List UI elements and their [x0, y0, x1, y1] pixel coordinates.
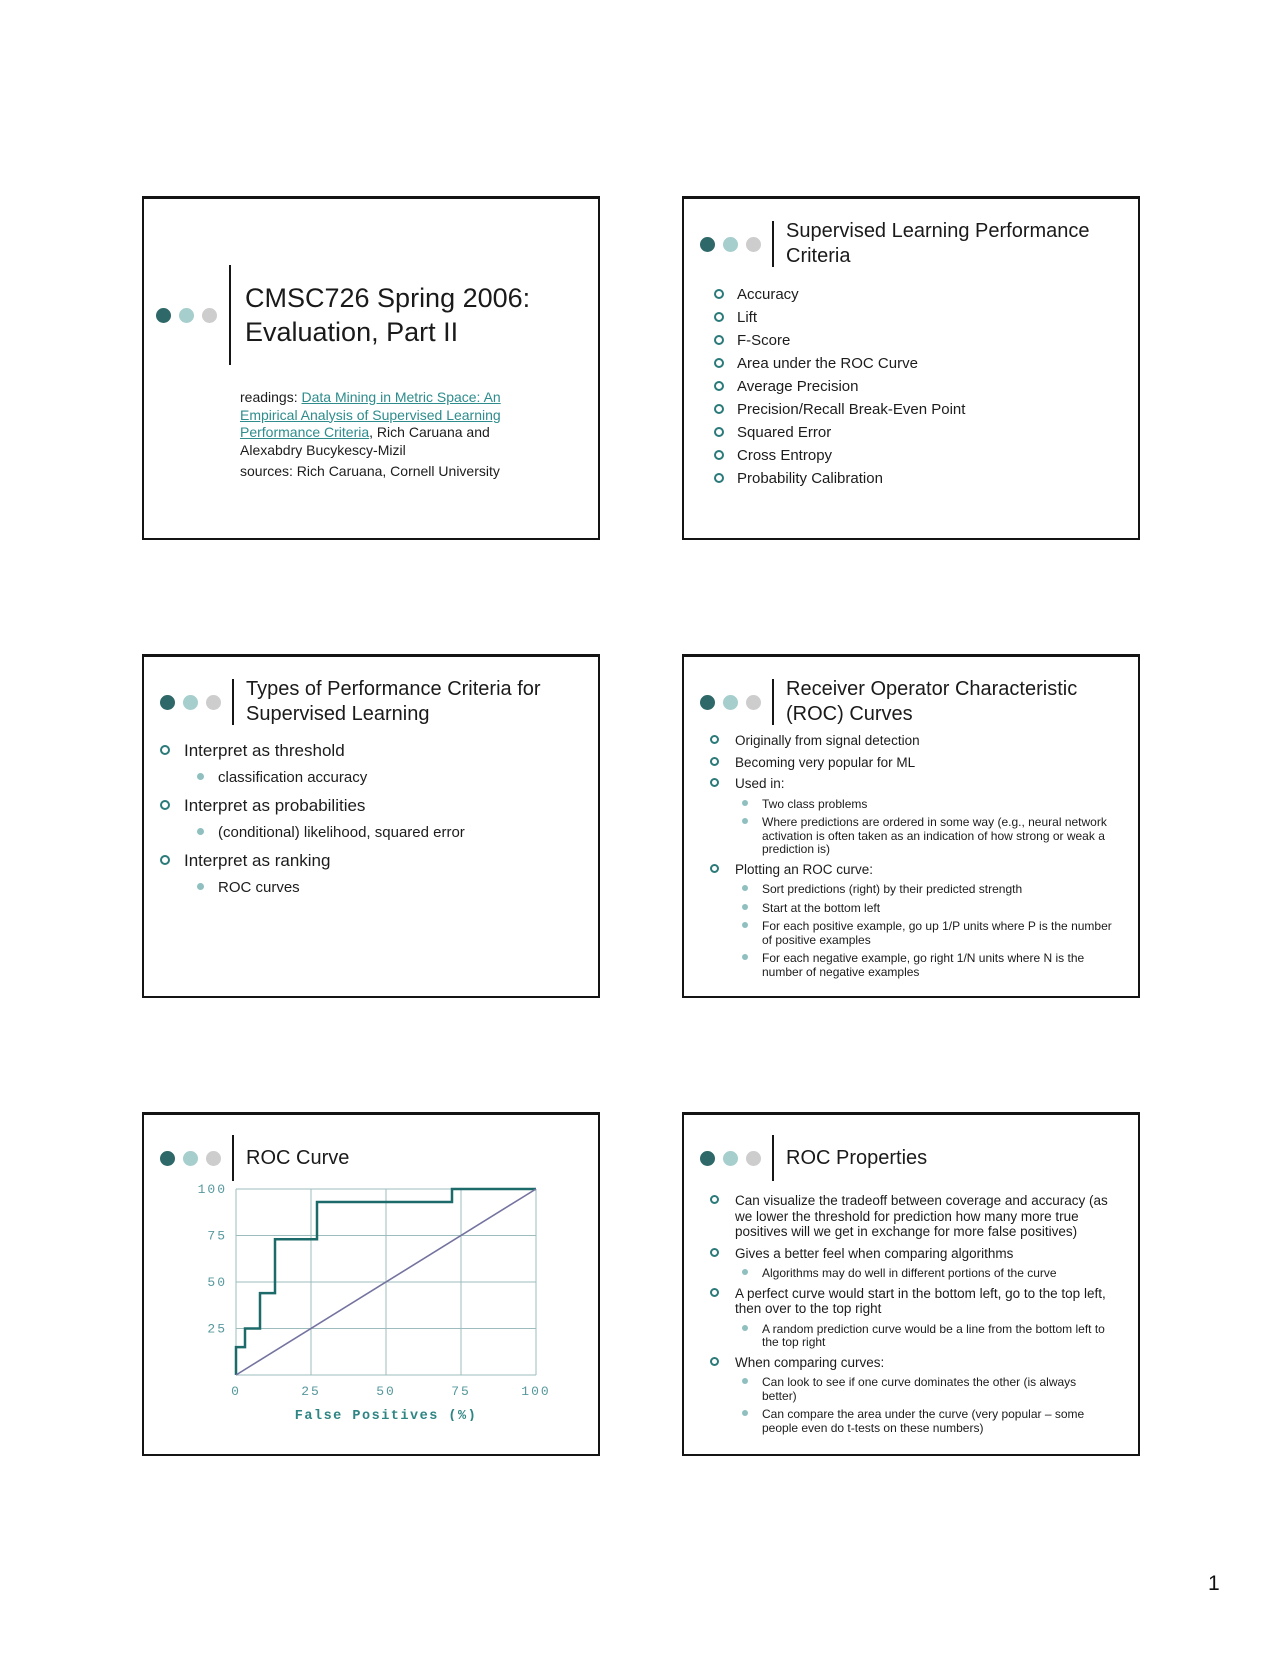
bullet-text: Accuracy	[737, 286, 799, 303]
bullet-text: ROC curves	[218, 879, 300, 896]
list-item	[160, 851, 598, 870]
slide-dots	[700, 1151, 761, 1166]
list-item	[714, 356, 1138, 371]
dot-bullet-icon	[742, 818, 748, 824]
bullet-text: Gives a better feel when comparing algorithms	[735, 1245, 1014, 1261]
bullet-text: When comparing curves:	[735, 1354, 885, 1370]
dot-icon	[160, 695, 175, 710]
readings-block	[240, 389, 546, 481]
slide-header	[144, 1115, 598, 1181]
dot-bullet-icon	[742, 1410, 748, 1416]
bullet-text: Two class problems	[762, 796, 868, 811]
slide-header	[144, 199, 598, 365]
dot-icon	[700, 1151, 715, 1166]
bullet-text: Average Precision	[737, 378, 859, 395]
slide-dots	[156, 308, 217, 323]
dot-icon	[746, 1151, 761, 1166]
ring-bullet-icon	[714, 473, 724, 483]
ring-bullet-icon	[714, 427, 724, 437]
list-item	[710, 920, 1114, 947]
list-item	[710, 1376, 1114, 1403]
dot-icon	[723, 237, 738, 252]
bullet-text: For each positive example, go up 1/P units where P is the number of positive examples	[762, 919, 1112, 947]
svg-text:25: 25	[207, 1321, 227, 1337]
bullet-text: Interpret as threshold	[184, 741, 345, 760]
bullet-list	[160, 741, 598, 896]
dot-bullet-icon	[742, 922, 748, 928]
list-item	[710, 1246, 1114, 1262]
bullet-text: Originally from signal detection	[735, 733, 920, 748]
bullet-list	[710, 733, 1114, 979]
dot-bullet-icon	[742, 904, 748, 910]
dot-icon	[206, 695, 221, 710]
ring-bullet-icon	[714, 450, 724, 460]
bullet-text: Where predictions are ordered in some way (e.g., neural network activation is often taken as an indication of how strong or weak a prediction is)	[762, 815, 1107, 856]
bullet-text: Can look to see if one curve dominates the other (is always better)	[762, 1375, 1077, 1403]
ring-bullet-icon	[160, 800, 170, 810]
dot-icon	[700, 695, 715, 710]
bullet-text: Can compare the area under the curve (very popular – some people even do t-tests on these numbers)	[762, 1407, 1085, 1435]
dot-bullet-icon	[197, 828, 204, 835]
dot-icon	[746, 237, 761, 252]
dot-bullet-icon	[742, 954, 748, 960]
dot-icon	[202, 308, 217, 323]
ring-bullet-icon	[160, 745, 170, 755]
list-item	[714, 402, 1138, 417]
svg-text:0: 0	[231, 1384, 241, 1399]
ring-bullet-icon	[714, 381, 724, 391]
ring-bullet-icon	[160, 855, 170, 865]
bullet-text: Lift	[737, 309, 758, 326]
list-item	[710, 755, 1114, 771]
list-item	[160, 824, 598, 841]
svg-text:50: 50	[376, 1384, 396, 1399]
svg-text:100: 100	[197, 1182, 227, 1197]
svg-text:False Positives (%): False Positives (%)	[294, 1409, 478, 1421]
ring-bullet-icon	[710, 1288, 719, 1297]
roc-chart	[176, 1175, 568, 1421]
bullet-text: Used in:	[735, 776, 785, 791]
list-item	[160, 796, 598, 815]
readings-suffix: , Rich Caruana and Alexabdry Bucykescy-Mizil	[240, 424, 490, 458]
svg-text:25: 25	[301, 1384, 321, 1399]
slide-header	[684, 199, 1138, 269]
bullet-text: Precision/Recall Break-Even Point	[737, 401, 966, 418]
slide-header	[684, 657, 1138, 727]
list-item	[710, 798, 1114, 812]
list-item	[710, 902, 1114, 916]
bullet-text: Algorithms may do well in different portions of the curve	[762, 1266, 1057, 1280]
readings-prefix: readings:	[240, 389, 302, 405]
dot-icon	[179, 308, 194, 323]
slide-dots	[160, 1151, 221, 1166]
slide-header	[144, 657, 598, 727]
ring-bullet-icon	[714, 358, 724, 368]
slide-dots	[160, 695, 221, 710]
slide-roc-curve-chart	[142, 1112, 600, 1456]
ring-bullet-icon	[710, 1248, 719, 1257]
ring-bullet-icon	[710, 735, 719, 744]
ring-bullet-icon	[714, 312, 724, 322]
list-item	[710, 1267, 1114, 1281]
list-item	[714, 379, 1138, 394]
dot-icon	[206, 1151, 221, 1166]
svg-text:75: 75	[451, 1384, 471, 1399]
dot-bullet-icon	[742, 1325, 748, 1331]
bullet-text: classification accuracy	[218, 769, 368, 786]
dot-icon	[700, 237, 715, 252]
ring-bullet-icon	[710, 864, 719, 873]
slide-title-text: Types of Performance Criteria for Supervised Learning	[246, 678, 541, 725]
bullet-text: Squared Error	[737, 424, 832, 441]
dot-bullet-icon	[197, 883, 204, 890]
list-item	[160, 879, 598, 896]
bullet-text: For each negative example, go right 1/N units where N is the number of negative examples	[762, 951, 1085, 979]
bullet-text: F-Score	[737, 332, 791, 349]
slide-title-text: CMSC726 Spring 2006: Evaluation, Part II	[245, 283, 531, 347]
slide-title-text: Receiver Operator Characteristic (ROC) Curves	[786, 678, 1078, 725]
bullet-text: Interpret as probabilities	[184, 796, 366, 815]
bullet-text: Plotting an ROC curve:	[735, 861, 874, 877]
bullet-text: Interpret as ranking	[184, 851, 331, 870]
list-item	[714, 287, 1138, 302]
list-item	[710, 862, 1114, 878]
list-item	[714, 425, 1138, 440]
sources-line: sources: Rich Caruana, Cornell University	[240, 463, 500, 479]
bullet-text: Sort predictions (right) by their predicted strength	[762, 882, 1023, 896]
slide-dots	[700, 237, 761, 252]
slide-types-of-criteria	[142, 654, 600, 998]
slide-title-text: ROC Curve	[246, 1146, 350, 1169]
bullet-text: Start at the bottom left	[762, 900, 881, 915]
list-item	[710, 1286, 1114, 1317]
dot-icon	[746, 695, 761, 710]
bullet-list	[714, 287, 1138, 486]
dot-bullet-icon	[742, 1269, 748, 1275]
title-divider	[772, 1135, 774, 1181]
svg-text:75: 75	[207, 1228, 227, 1244]
dot-icon	[723, 1151, 738, 1166]
list-item	[710, 1193, 1114, 1240]
bullet-text: A random prediction curve would be a line from the bottom left to the top right	[762, 1321, 1105, 1349]
slide-dots	[700, 695, 761, 710]
list-item	[160, 769, 598, 786]
slide-roc-curves	[682, 654, 1140, 998]
title-divider	[232, 679, 234, 725]
list-item	[710, 952, 1114, 979]
title-divider	[772, 221, 774, 267]
ring-bullet-icon	[714, 335, 724, 345]
dot-bullet-icon	[197, 773, 204, 780]
dot-icon	[723, 695, 738, 710]
list-item	[710, 816, 1114, 857]
slide-header	[684, 1115, 1138, 1181]
readings-paragraph	[240, 389, 546, 459]
page-number: 1	[1208, 1572, 1220, 1595]
slide-title	[142, 196, 600, 540]
list-item	[710, 1323, 1114, 1350]
dot-icon	[160, 1151, 175, 1166]
dot-bullet-icon	[742, 1378, 748, 1384]
bullet-text: Can visualize the tradeoff between coverage and accuracy (as we lower the threshold for prediction how many more true positives will we get in exchange for more false positives)	[735, 1193, 1108, 1239]
slide-roc-properties	[682, 1112, 1140, 1456]
list-item	[710, 883, 1114, 897]
list-item	[710, 776, 1114, 792]
title-divider	[229, 265, 231, 365]
bullet-text: Area under the ROC Curve	[737, 355, 918, 372]
bullet-text: Becoming very popular for ML	[735, 754, 916, 770]
bullet-list	[710, 1193, 1114, 1435]
slide-title-text: Supervised Learning Performance Criteria	[786, 220, 1090, 267]
slide-performance-criteria	[682, 196, 1140, 540]
list-item	[710, 733, 1114, 749]
ring-bullet-icon	[714, 289, 724, 299]
bullet-text: Probability Calibration	[737, 470, 883, 487]
list-item	[714, 310, 1138, 325]
bullet-text: A perfect curve would start in the bottom left, go to the top left, then over to the top right	[735, 1285, 1106, 1316]
title-divider	[772, 679, 774, 725]
list-item	[160, 741, 598, 760]
dot-icon	[183, 695, 198, 710]
readings-link[interactable]: Data Mining in Metric Space: An Empirical Analysis of Supervised Learning Performance Criteria	[240, 389, 501, 440]
list-item	[710, 1355, 1114, 1371]
bullet-text: Cross Entropy	[737, 447, 833, 464]
bullet-text: (conditional) likelihood, squared error	[218, 824, 465, 841]
ring-bullet-icon	[710, 778, 719, 787]
svg-text:100: 100	[521, 1384, 551, 1399]
ring-bullet-icon	[710, 1357, 719, 1366]
slide-title-text: ROC Properties	[786, 1146, 928, 1169]
svg-text:50: 50	[207, 1275, 227, 1290]
dot-bullet-icon	[742, 885, 748, 891]
ring-bullet-icon	[710, 1195, 719, 1204]
list-item	[714, 471, 1138, 486]
dot-icon	[183, 1151, 198, 1166]
list-item	[714, 448, 1138, 463]
dot-bullet-icon	[742, 800, 748, 806]
dot-icon	[156, 308, 171, 323]
ring-bullet-icon	[714, 404, 724, 414]
list-item	[710, 1408, 1114, 1435]
list-item	[714, 333, 1138, 348]
ring-bullet-icon	[710, 757, 719, 766]
